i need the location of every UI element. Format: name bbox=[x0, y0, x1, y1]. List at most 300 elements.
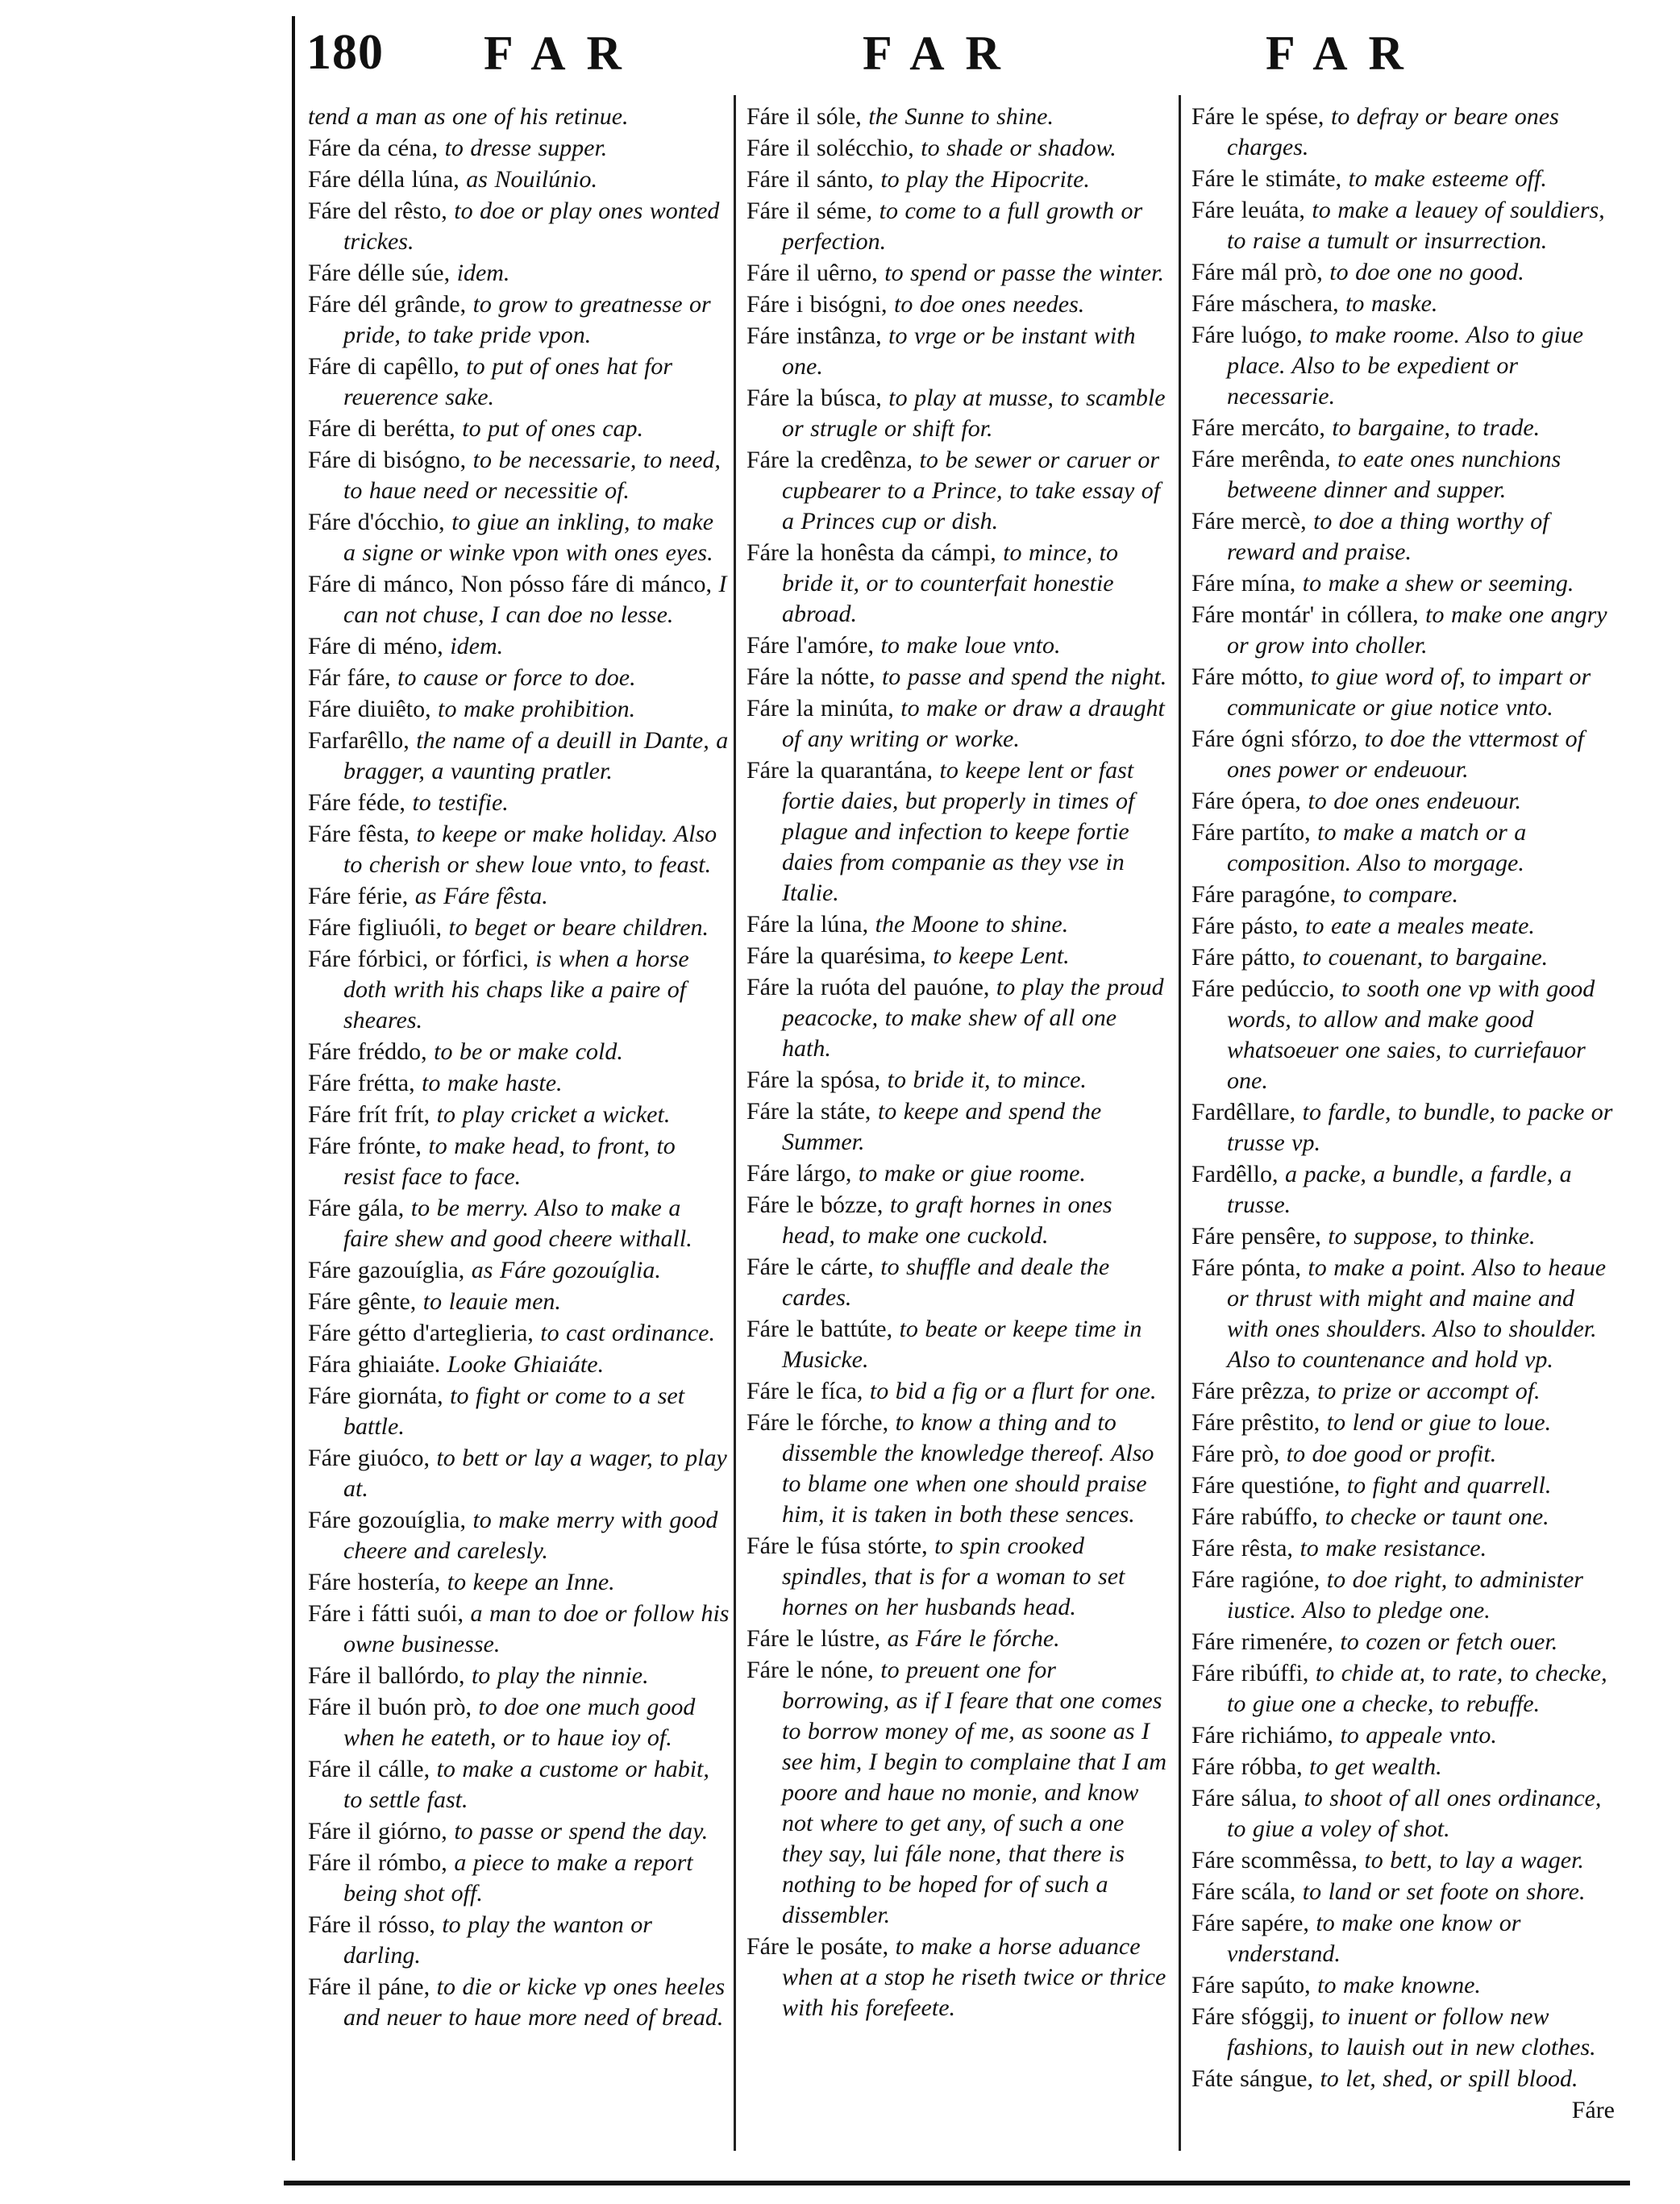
headword: Fáre il sóle, bbox=[746, 103, 862, 130]
headword: Fáre merênda, bbox=[1191, 446, 1331, 472]
definition: to play the proud peacocke, to make shew of all one hath. bbox=[782, 974, 1164, 1062]
definition: to be or make cold. bbox=[434, 1038, 623, 1065]
definition: to inuent or follow new fashions, to lauish out in new clothes. bbox=[1227, 2003, 1596, 2061]
dictionary-entry bbox=[308, 663, 731, 693]
definition: to be necessarie, to need, to haue need or necessitie of. bbox=[343, 447, 721, 504]
dictionary-entry bbox=[746, 1252, 1170, 1313]
dictionary-entry bbox=[1191, 1159, 1615, 1221]
headword: Fáre sálua, bbox=[1191, 1785, 1297, 1811]
headword: Fáre le cárte, bbox=[746, 1254, 874, 1280]
definition: to shoot of all ones ordinance, to giue a voley of shot. bbox=[1227, 1785, 1602, 1842]
dictionary-entry bbox=[308, 1100, 731, 1130]
headword: Fáre la nótte, bbox=[746, 663, 875, 690]
dictionary-entry bbox=[308, 1193, 731, 1254]
headword: Fáre ópera, bbox=[1191, 788, 1301, 814]
headword: Fáre máschera, bbox=[1191, 290, 1339, 317]
dictionary-entry bbox=[308, 1661, 731, 1691]
dictionary-entry bbox=[308, 1318, 731, 1349]
dictionary-entry bbox=[308, 414, 731, 444]
headword: Fáre sapére, bbox=[1191, 1910, 1309, 1936]
definition: to spin crooked spindles, that is for a woman to set hornes on her husbands head. bbox=[782, 1532, 1125, 1620]
dictionary-entry bbox=[1191, 817, 1615, 879]
dictionary-entry bbox=[746, 538, 1170, 630]
definition: to dresse supper. bbox=[444, 135, 608, 161]
headword: Fáre il uêrno, bbox=[746, 260, 878, 286]
definition: the Sunne to shine. bbox=[868, 103, 1054, 130]
definition: to bett, to lay a wager. bbox=[1364, 1847, 1584, 1873]
headword: Fáre questióne, bbox=[1191, 1472, 1341, 1499]
headword: Fáre mercè, bbox=[1191, 508, 1307, 534]
definition: to sooth one vp with good words, to allow and make good whatsoeuer one saies, to curriefauor one. bbox=[1227, 975, 1595, 1094]
dictionary-entry bbox=[308, 881, 731, 912]
dictionary-entry bbox=[308, 631, 731, 662]
definition: to make one know or vnderstand. bbox=[1227, 1910, 1521, 1967]
dictionary-entry bbox=[1191, 662, 1615, 723]
dictionary-entry bbox=[1191, 1877, 1615, 1907]
headword: Fáre la quarésima, bbox=[746, 942, 926, 969]
dictionary-entry bbox=[308, 1381, 731, 1442]
headword: Fáre di méno, bbox=[308, 633, 443, 659]
dictionary-entry bbox=[1191, 1752, 1615, 1782]
definition: to make a leauey of souldiers, to raise a tumult or insurrection. bbox=[1227, 197, 1605, 254]
headword: Fáre fréddo, bbox=[308, 1038, 427, 1065]
dictionary-entry bbox=[1191, 289, 1615, 319]
dictionary-entry bbox=[1191, 974, 1615, 1096]
headword: Fáre il giórno, bbox=[308, 1818, 447, 1844]
dictionary-entry bbox=[308, 102, 731, 132]
dictionary-entry bbox=[746, 941, 1170, 971]
definition: to make knowne. bbox=[1317, 1972, 1481, 1998]
definition: to giue word of, to impart or communicate or giue notice vnto. bbox=[1227, 663, 1591, 721]
headword: Farfarêllo, bbox=[308, 727, 410, 754]
headword: Fáre le battúte, bbox=[746, 1316, 893, 1342]
dictionary-entry bbox=[1191, 1253, 1615, 1375]
headword: Fáre i bisógni, bbox=[746, 291, 888, 318]
headword: Fáre il séme, bbox=[746, 198, 873, 224]
headword: Fáre la quarantána, bbox=[746, 757, 934, 784]
definition: to suppose, to thinke. bbox=[1328, 1223, 1536, 1250]
headword: Fáre lárgo, bbox=[746, 1160, 852, 1187]
headword: Fáre ribúffi, bbox=[1191, 1660, 1309, 1686]
headword: Fardêllare, bbox=[1191, 1099, 1296, 1125]
definition: to play the Hipocrite. bbox=[880, 166, 1090, 193]
definition: a piece to make a report being shot off. bbox=[343, 1849, 693, 1907]
dictionary-entry bbox=[308, 351, 731, 413]
dictionary-entry bbox=[746, 258, 1170, 289]
definition: to put of ones hat for reuerence sake. bbox=[343, 353, 673, 410]
headword: Fáre la credênza, bbox=[746, 447, 913, 473]
headword: Fáre pátto, bbox=[1191, 944, 1296, 971]
headword: Fáre frít frít, bbox=[308, 1101, 430, 1128]
catchword: Fáre bbox=[1571, 2097, 1615, 2123]
definition: to doe one much good when he eateth, or to haue ioy of. bbox=[343, 1694, 696, 1751]
dictionary-entry bbox=[308, 445, 731, 506]
dictionary-entry bbox=[308, 569, 731, 630]
dictionary-entry bbox=[746, 1096, 1170, 1158]
definition: to cast ordinance. bbox=[540, 1320, 715, 1346]
page-number: 180 bbox=[306, 25, 384, 80]
definition: to make loue vnto. bbox=[880, 632, 1061, 659]
left-border-rule bbox=[292, 16, 295, 2160]
dictionary-entry bbox=[1191, 1720, 1615, 1751]
headword: Fáre mína, bbox=[1191, 570, 1296, 597]
definition: to keepe and spend the Summer. bbox=[782, 1098, 1102, 1155]
dictionary-entry bbox=[1191, 1908, 1615, 1969]
definition: a packe, a bundle, a fardle, a trusse. bbox=[1227, 1161, 1572, 1218]
dictionary-entry bbox=[746, 1531, 1170, 1623]
headword: Fáre gétto d'arteglieria, bbox=[308, 1320, 534, 1346]
headword: Fáre le nóne, bbox=[746, 1657, 874, 1683]
definition: to be sewer or caruer or cupbearer to a Prince, to take essay of a Princes cup or dish. bbox=[782, 447, 1161, 534]
dictionary-entry bbox=[1191, 1565, 1615, 1626]
headword: Fáre le fórche, bbox=[746, 1409, 889, 1436]
dictionary-entry bbox=[1191, 413, 1615, 443]
headword: Fáre frónte, bbox=[308, 1133, 422, 1159]
dictionary-entry bbox=[308, 788, 731, 818]
definition: to die or kicke vp ones heeles and neuer to haue more need of bread. bbox=[343, 1973, 726, 2031]
headword: Fáre instânza, bbox=[746, 322, 882, 349]
dictionary-entry bbox=[1191, 786, 1615, 817]
definition: to bargaine, to trade. bbox=[1332, 414, 1541, 441]
headword: Fáre scála, bbox=[1191, 1878, 1296, 1905]
definition: I can not chuse, I can doe no lesse. bbox=[343, 571, 727, 628]
dictionary-entry bbox=[1191, 911, 1615, 942]
headword: Fáre prêstito, bbox=[1191, 1409, 1320, 1436]
definition: to doe ones needes. bbox=[894, 291, 1085, 318]
headword: Fáre dél grânde, bbox=[308, 291, 467, 318]
dictionary-entry bbox=[746, 1376, 1170, 1407]
headword: Fáre da céna, bbox=[308, 135, 439, 161]
headword: Fáre rêsta, bbox=[1191, 1535, 1293, 1562]
definition: to play the wanton or darling. bbox=[343, 1911, 652, 1969]
dictionary-entry bbox=[308, 1754, 731, 1815]
definition: to beget or beare children. bbox=[448, 914, 709, 941]
headword: Fáre il páne, bbox=[308, 1973, 430, 2000]
definition: to make head, to front, to resist face to face. bbox=[343, 1133, 676, 1190]
headword: Fáre la spósa, bbox=[746, 1067, 881, 1093]
headword: Fáre di berétta, bbox=[308, 415, 455, 442]
headword: Fáre richiámo, bbox=[1191, 1722, 1333, 1749]
dictionary-entry bbox=[1191, 2002, 1615, 2063]
column-divider bbox=[1179, 95, 1181, 2151]
headword: Fáre gozouíglia, bbox=[308, 1507, 466, 1533]
headword: Fáre prò, bbox=[1191, 1441, 1280, 1467]
dictionary-entry bbox=[1191, 880, 1615, 910]
headword: Fáre di bisógno, bbox=[308, 447, 467, 473]
dictionary-entry bbox=[1191, 568, 1615, 599]
definition: to make esteeme off. bbox=[1348, 165, 1547, 192]
definition: to cozen or fetch ouer. bbox=[1340, 1628, 1558, 1655]
definition: a man to doe or follow his owne businesse. bbox=[343, 1600, 730, 1657]
dictionary-entry bbox=[746, 909, 1170, 940]
running-head: FAR bbox=[863, 27, 1021, 80]
definition: to chide at, to rate, to checke, to giue one a checke, to rebuffe. bbox=[1227, 1660, 1607, 1717]
dictionary-entry bbox=[1191, 1970, 1615, 2001]
definition: to play the ninnie. bbox=[471, 1662, 649, 1689]
headword: Fáre la lúna, bbox=[746, 911, 869, 938]
column-2 bbox=[746, 102, 1170, 2024]
dictionary-entry bbox=[308, 1692, 731, 1753]
headword: Fáre le posáte, bbox=[746, 1933, 889, 1960]
definition: as Fáre le fórche. bbox=[887, 1625, 1060, 1652]
dictionary-entry bbox=[308, 1443, 731, 1504]
headword: Fáre férie, bbox=[308, 883, 409, 909]
headword: Fáre féde, bbox=[308, 789, 405, 816]
definition: to make prohibition. bbox=[438, 696, 636, 722]
dictionary-entry bbox=[1191, 2064, 1615, 2094]
definition: to make one angry or grow into choller. bbox=[1227, 601, 1607, 659]
dictionary-entry bbox=[308, 133, 731, 164]
definition: to fardle, to bundle, to packe or trusse vp. bbox=[1227, 1099, 1613, 1156]
definition: to make a horse aduance when at a stop he riseth twice or thrice with his forefeete. bbox=[782, 1933, 1166, 2021]
definition: to compare. bbox=[1342, 881, 1458, 908]
dictionary-entry bbox=[308, 1599, 731, 1660]
headword: Fáre la ruóta del pauóne, bbox=[746, 974, 990, 1000]
headword: Fáre pásto, bbox=[1191, 913, 1299, 939]
dictionary-entry bbox=[1191, 102, 1615, 163]
dictionary-entry bbox=[1191, 1097, 1615, 1158]
headword: Fár fáre, bbox=[308, 664, 391, 691]
headword: Fardêllo, bbox=[1191, 1161, 1279, 1187]
headword: Fáre hostería, bbox=[308, 1569, 441, 1595]
dictionary-entry bbox=[308, 694, 731, 725]
definition: to play cricket a wicket. bbox=[436, 1101, 671, 1128]
headword: Fáre fêsta, bbox=[308, 821, 410, 847]
definition: to couenant, to bargaine. bbox=[1302, 944, 1549, 971]
definition: to doe ones endeuour. bbox=[1308, 788, 1522, 814]
definition: to put of ones cap. bbox=[462, 415, 644, 442]
headword: Fáre montár' in cóllera, bbox=[1191, 601, 1419, 628]
dictionary-entry bbox=[1191, 506, 1615, 568]
dictionary-entry bbox=[308, 1816, 731, 1847]
dictionary-entry bbox=[308, 289, 731, 351]
headword: Fáre róbba, bbox=[1191, 1753, 1303, 1780]
dictionary-entry bbox=[746, 445, 1170, 537]
headword: Fáre i fátti suói, bbox=[308, 1600, 464, 1627]
definition: to prize or accompt of. bbox=[1317, 1378, 1541, 1404]
dictionary-entry bbox=[308, 819, 731, 880]
definition: to checke or taunt one. bbox=[1324, 1503, 1549, 1530]
dictionary-entry bbox=[746, 1624, 1170, 1654]
dictionary-entry bbox=[1191, 320, 1615, 412]
headword: Fáre diuiêto, bbox=[308, 696, 431, 722]
headword: Fáre fórbici, or fórfici, bbox=[308, 946, 529, 972]
dictionary-entry bbox=[308, 913, 731, 943]
definition: to bid a fig or a flurt for one. bbox=[869, 1378, 1157, 1404]
headword: Fáte sángue, bbox=[1191, 2065, 1313, 2092]
definition: to grow to greatnesse or pride, to take pride vpon. bbox=[343, 291, 711, 348]
headword: Fáre leuáta, bbox=[1191, 197, 1305, 223]
definition: to graft hornes in ones head, to make one cuckold. bbox=[782, 1191, 1112, 1249]
headword: Fáre giuóco, bbox=[308, 1445, 430, 1471]
dictionary-entry bbox=[308, 1848, 731, 1909]
dictionary-entry bbox=[1191, 1221, 1615, 1252]
dictionary-entry bbox=[1191, 600, 1615, 661]
definition: to play at musse, to scamble or strugle or shift for. bbox=[782, 385, 1166, 442]
definition: to know a thing and to dissemble the knowledge thereof. Also to blame one when one should praise him, it is taken in both these sences. bbox=[782, 1409, 1154, 1528]
definition: as Nouilúnio. bbox=[466, 166, 597, 193]
headword: Fáre d'ócchio, bbox=[308, 509, 445, 535]
definition: to doe the vttermost of ones power or endeuour. bbox=[1227, 726, 1584, 783]
dictionary-entry bbox=[308, 1068, 731, 1099]
definition: to testifie. bbox=[412, 789, 509, 816]
definition: is when a horse doth writh his chaps like a paire of sheares. bbox=[343, 946, 689, 1033]
headword: Fáre rabúffo, bbox=[1191, 1503, 1319, 1530]
definition: to keepe Lent. bbox=[933, 942, 1070, 969]
headword: Fáre giornáta, bbox=[308, 1383, 443, 1409]
dictionary-entry bbox=[1191, 1658, 1615, 1720]
running-head: FAR bbox=[484, 27, 642, 80]
dictionary-entry bbox=[1191, 1376, 1615, 1407]
definition: to get wealth. bbox=[1309, 1753, 1442, 1780]
definition: to passe or spend the day. bbox=[454, 1818, 709, 1844]
dictionary-entry bbox=[308, 1131, 731, 1192]
definition: to eate a meales meate. bbox=[1305, 913, 1535, 939]
definition: to passe and spend the night. bbox=[881, 663, 1167, 690]
headword: Fáre le fúsa stórte, bbox=[746, 1532, 928, 1559]
dictionary-entry bbox=[746, 321, 1170, 382]
definition: to defray or beare ones charges. bbox=[1227, 103, 1559, 160]
running-head: FAR bbox=[1266, 27, 1424, 80]
definition: to mince, to bride it, or to counterfait honestie abroad. bbox=[782, 539, 1119, 627]
dictionary-entry bbox=[746, 1158, 1170, 1189]
headword: Fáre luógo, bbox=[1191, 322, 1303, 348]
definition: to land or set foote on shore. bbox=[1302, 1878, 1586, 1905]
definition: to make resistance. bbox=[1300, 1535, 1487, 1562]
dictionary-entry bbox=[308, 1037, 731, 1067]
headword: Fáre il rómbo, bbox=[308, 1849, 447, 1876]
definition: to make merry with good cheere and carelesly. bbox=[343, 1507, 718, 1564]
headword: Fáre la státe, bbox=[746, 1098, 871, 1125]
headword: Fáre prêzza, bbox=[1191, 1378, 1311, 1404]
dictionary-entry bbox=[1191, 942, 1615, 973]
definition: to make a match or a composition. Also to morgage. bbox=[1227, 819, 1527, 876]
dictionary-entry bbox=[308, 726, 731, 787]
dictionary-entry bbox=[746, 383, 1170, 444]
dictionary-entry bbox=[308, 258, 731, 289]
dictionary-entry bbox=[746, 289, 1170, 320]
headword: Fáre il cálle, bbox=[308, 1756, 430, 1782]
definition: to appeale vnto. bbox=[1340, 1722, 1497, 1749]
dictionary-entry bbox=[746, 1065, 1170, 1096]
dictionary-entry bbox=[746, 755, 1170, 909]
page-header bbox=[298, 24, 1620, 89]
dictionary-entry bbox=[746, 662, 1170, 692]
headword: Fáre le fíca, bbox=[746, 1378, 863, 1404]
dictionary-entry bbox=[1191, 1627, 1615, 1657]
headword: Fáre le spése, bbox=[1191, 103, 1324, 130]
headword: Fáre rimenére, bbox=[1191, 1628, 1333, 1655]
definition: idem. bbox=[450, 633, 504, 659]
definition: to doe one no good. bbox=[1329, 259, 1524, 285]
definition: to make roome. Also to giue place. Also to be expedient or necessarie. bbox=[1227, 322, 1584, 410]
headword: Fáre paragóne, bbox=[1191, 881, 1337, 908]
dictionary-entry bbox=[1191, 257, 1615, 288]
dictionary-entry bbox=[308, 1505, 731, 1566]
dictionary-entry bbox=[308, 1255, 731, 1286]
headword: Fáre il ballórdo, bbox=[308, 1662, 465, 1689]
definition: to be merry. Also to make a faire shew and good cheere withall. bbox=[343, 1195, 692, 1252]
dictionary-entry bbox=[1191, 444, 1615, 505]
definition: to fight and quarrell. bbox=[1346, 1472, 1552, 1499]
column-1 bbox=[308, 102, 731, 2034]
headword: Fáre il solécchio, bbox=[746, 135, 914, 161]
definition: the name of a deuill in Dante, a bragger, a vaunting pratler. bbox=[343, 727, 729, 784]
definition: to shuffle and deale the cardes. bbox=[782, 1254, 1110, 1311]
headword: Fáre partíto, bbox=[1191, 819, 1311, 846]
headword: Fáre la minúta, bbox=[746, 695, 894, 721]
headword: Fáre frétta, bbox=[308, 1070, 415, 1096]
bottom-border-rule bbox=[284, 2181, 1630, 2185]
dictionary-entry bbox=[746, 164, 1170, 195]
dictionary-entry bbox=[308, 1567, 731, 1598]
definition: to leauie men. bbox=[422, 1288, 561, 1315]
definition: to keepe an Inne. bbox=[447, 1569, 615, 1595]
definition: to beate or keepe time in Musicke. bbox=[782, 1316, 1142, 1373]
headword: Fáre sfóggij, bbox=[1191, 2003, 1315, 2030]
definition: the Moone to shine. bbox=[875, 911, 1069, 938]
definition: to make or giue roome. bbox=[858, 1160, 1086, 1187]
definition: to keepe or make holiday. Also to cherish or shew loue vnto, to feast. bbox=[343, 821, 717, 878]
headword: Fáre gála, bbox=[308, 1195, 405, 1221]
definition: to preuent one for borrowing, as if I feare that one comes to borrow money of me, as soone as I see him, I begin to complaine that I am poore and haue no monie, and know not where to get any, of such a one they say, lui fále none, that there is nothing to be hoped for of such a dissembler. bbox=[782, 1657, 1167, 1928]
dictionary-entry bbox=[746, 630, 1170, 661]
dictionary-entry bbox=[1191, 1502, 1615, 1532]
headword: Fáre pedúccio, bbox=[1191, 975, 1335, 1002]
dictionary-entry bbox=[746, 1932, 1170, 2023]
headword: Fáre di mánco, Non pósso fáre di mánco, bbox=[308, 571, 713, 597]
headword: Fáre il buón prò, bbox=[308, 1694, 472, 1720]
definition: to cause or force to doe. bbox=[397, 664, 636, 691]
headword: Fáre di capêllo, bbox=[308, 353, 460, 380]
headword: Fáre pensêre, bbox=[1191, 1223, 1321, 1250]
definition: to make a custome or habit, to settle fast. bbox=[343, 1756, 709, 1813]
headword: Fáre le bózze, bbox=[746, 1191, 884, 1218]
definition: to doe good or profit. bbox=[1286, 1441, 1497, 1467]
headword: Fáre il sánto, bbox=[746, 166, 874, 193]
definition: to bett or lay a wager, to play at. bbox=[343, 1445, 727, 1502]
definition: as Fáre gozouíglia. bbox=[471, 1257, 661, 1283]
definition: to come to a full growth or perfection. bbox=[782, 198, 1143, 255]
dictionary-entry bbox=[1191, 1439, 1615, 1470]
headword: Fáre ógni sfórzo, bbox=[1191, 726, 1358, 752]
definition: to lend or giue to loue. bbox=[1326, 1409, 1552, 1436]
dictionary-entry bbox=[1191, 1845, 1615, 1876]
headword: Fáre scommêssa, bbox=[1191, 1847, 1358, 1873]
headword: Fáre figliuóli, bbox=[308, 914, 442, 941]
dictionary-entry bbox=[746, 196, 1170, 257]
dictionary-entry bbox=[1191, 164, 1615, 194]
headword: Fáre le lústre, bbox=[746, 1625, 881, 1652]
dictionary-entry bbox=[1191, 724, 1615, 785]
definition: as Fáre fêsta. bbox=[414, 883, 548, 909]
definition: to make a point. Also to heaue or thrust with might and maine and with ones shoulders. Also to shoulder. Also to countenance and hold vp. bbox=[1227, 1254, 1607, 1373]
definition: to shade or shadow. bbox=[921, 135, 1117, 161]
headword: Fáre mál prò, bbox=[1191, 259, 1323, 285]
definition: to doe or play ones wonted trickes. bbox=[343, 198, 720, 255]
column-divider bbox=[734, 95, 736, 2151]
dictionary-entry bbox=[308, 1287, 731, 1317]
dictionary-entry bbox=[746, 1314, 1170, 1375]
dictionary-entry bbox=[308, 507, 731, 568]
definition: to vrge or be instant with one. bbox=[782, 322, 1136, 380]
definition: to make or draw a draught of any writing or worke. bbox=[782, 695, 1165, 752]
definition: to fight or come to a set battle. bbox=[343, 1383, 685, 1440]
headword: Fáre pónta, bbox=[1191, 1254, 1301, 1281]
definition: to make a shew or seeming. bbox=[1302, 570, 1574, 597]
dictionary-entry bbox=[308, 944, 731, 1036]
headword: Fáre gazouíglia, bbox=[308, 1257, 465, 1283]
